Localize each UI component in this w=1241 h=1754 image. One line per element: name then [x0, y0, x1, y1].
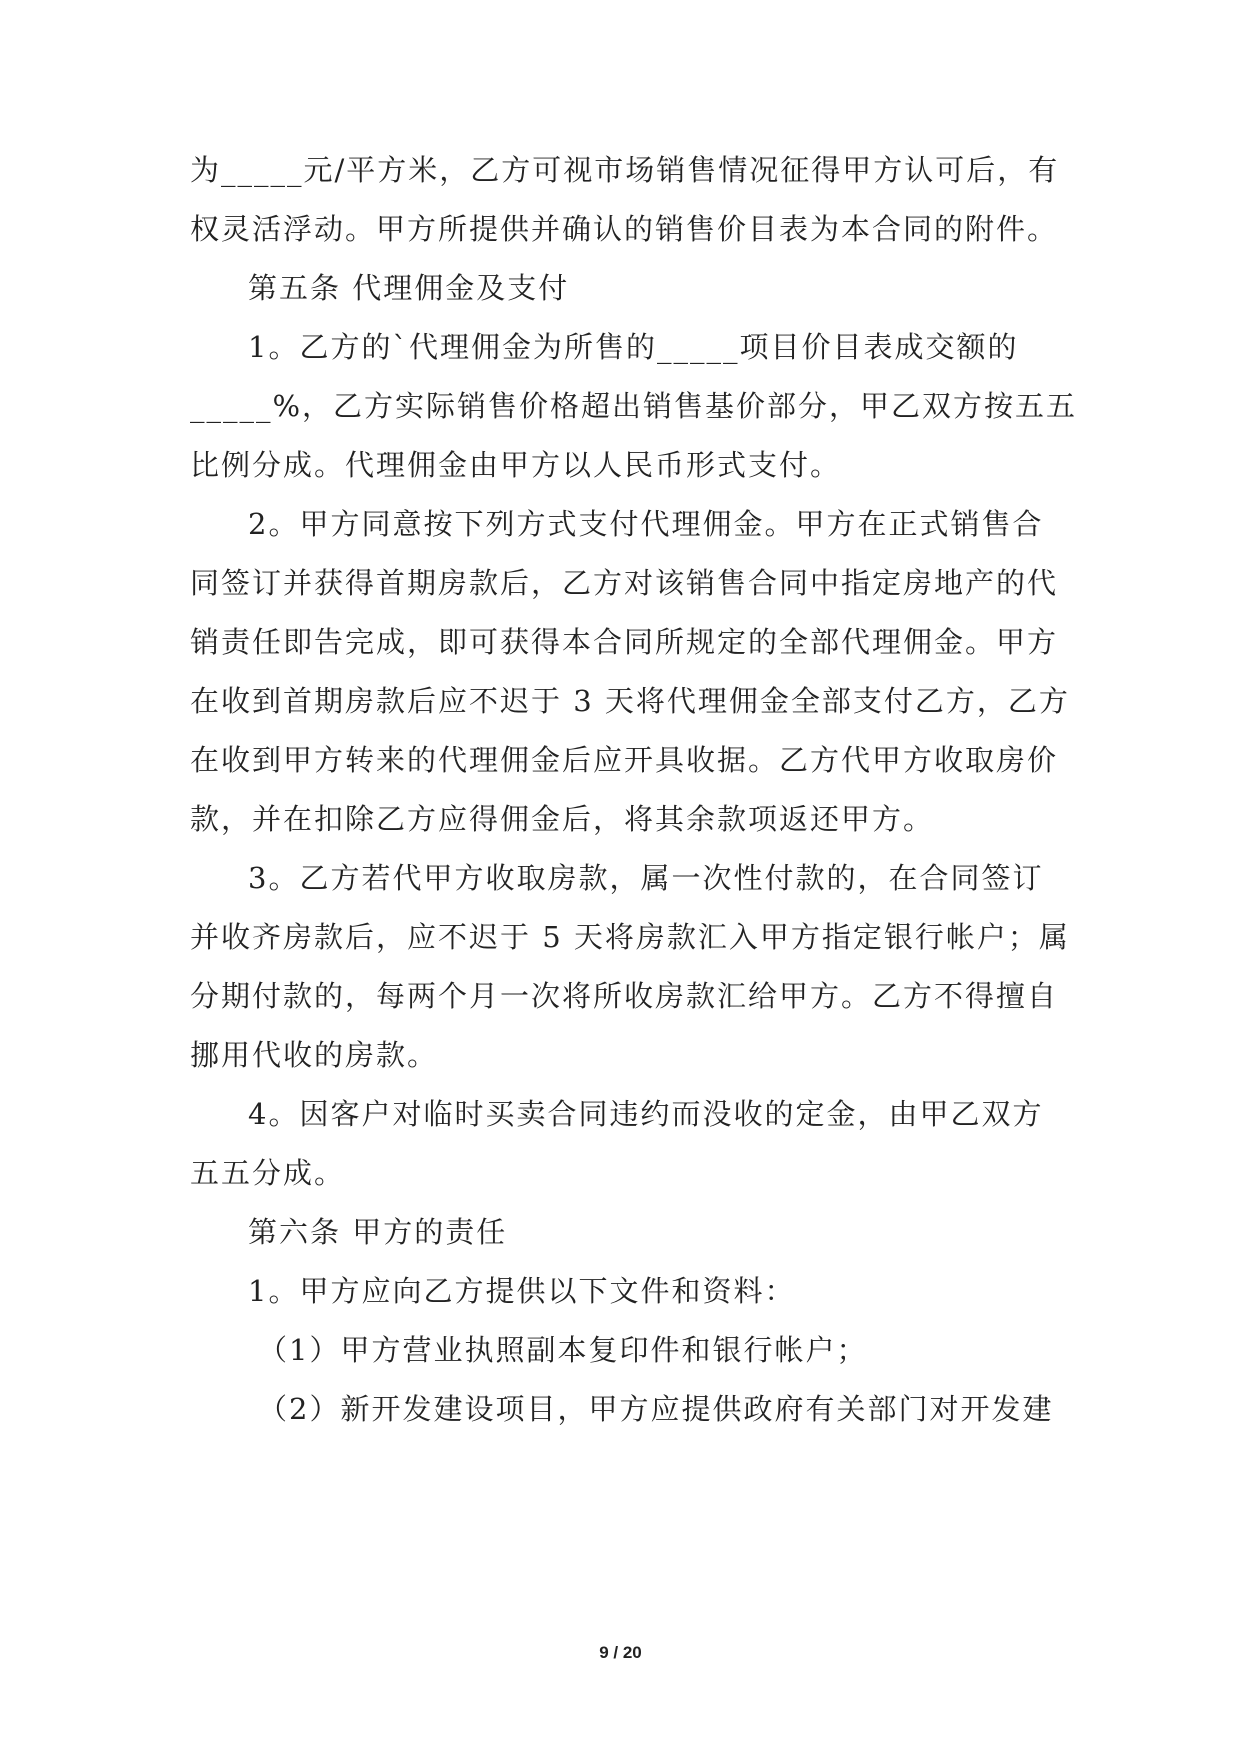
section-heading-5: 第五条 代理佣金及支付 [248, 271, 570, 305]
text-line-2: 权灵活浮动。甲方所提供并确认的销售价目表为本合同的附件。 [190, 212, 1059, 246]
text-line-18: 五五分成。 [190, 1156, 346, 1190]
text-line-15: 分期付款的，每两个月一次将所收房款汇给甲方。乙方不得擅自 [190, 979, 1059, 1013]
text-line-16: 挪用代收的房款。 [190, 1038, 439, 1072]
text-line-6: 比例分成。代理佣金由甲方以人民币形式支付。 [190, 448, 842, 482]
text-line-21: （1）甲方营业执照副本复印件和银行帐户； [258, 1333, 868, 1367]
text-line-20: 1。甲方应向乙方提供以下文件和资料： [248, 1274, 796, 1308]
text-line-13: 3。乙方若代甲方收取房款，属一次性付款的，在合同签订 [248, 861, 1044, 895]
text-line-12: 款，并在扣除乙方应得佣金后，将其余款项返还甲方。 [190, 802, 935, 836]
text-line-5: _____%，乙方实际销售价格超出销售基价部分，甲乙双方按五五 [190, 389, 1078, 423]
text-line-8: 同签订并获得首期房款后，乙方对该销售合同中指定房地产的代 [190, 566, 1059, 600]
page-number: 9 / 20 [599, 1643, 642, 1662]
text-line-7: 2。甲方同意按下列方式支付代理佣金。甲方在正式销售合 [248, 507, 1044, 541]
section-heading-6: 第六条 甲方的责任 [248, 1215, 508, 1249]
text-line-14: 并收齐房款后，应不迟于 5 天将房款汇入甲方指定银行帐户；属 [190, 920, 1070, 954]
text-line-9: 销责任即告完成，即可获得本合同所规定的全部代理佣金。甲方 [190, 625, 1059, 659]
text-line-22: （2）新开发建设项目，甲方应提供政府有关部门对开发建 [258, 1392, 1054, 1426]
text-line-1: 为_____元/平方米，乙方可视市场销售情况征得甲方认可后，有 [190, 153, 1060, 187]
text-line-17: 4。因客户对临时买卖合同违约而没收的定金，由甲乙双方 [248, 1097, 1044, 1131]
text-line-11: 在收到甲方转来的代理佣金后应开具收据。乙方代甲方收取房价 [190, 743, 1059, 777]
text-line-10: 在收到首期房款后应不迟于 3 天将代理佣金全部支付乙方，乙方 [190, 684, 1070, 718]
text-line-4: 1。乙方的`代理佣金为所售的_____项目价目表成交额的 [248, 330, 1019, 364]
